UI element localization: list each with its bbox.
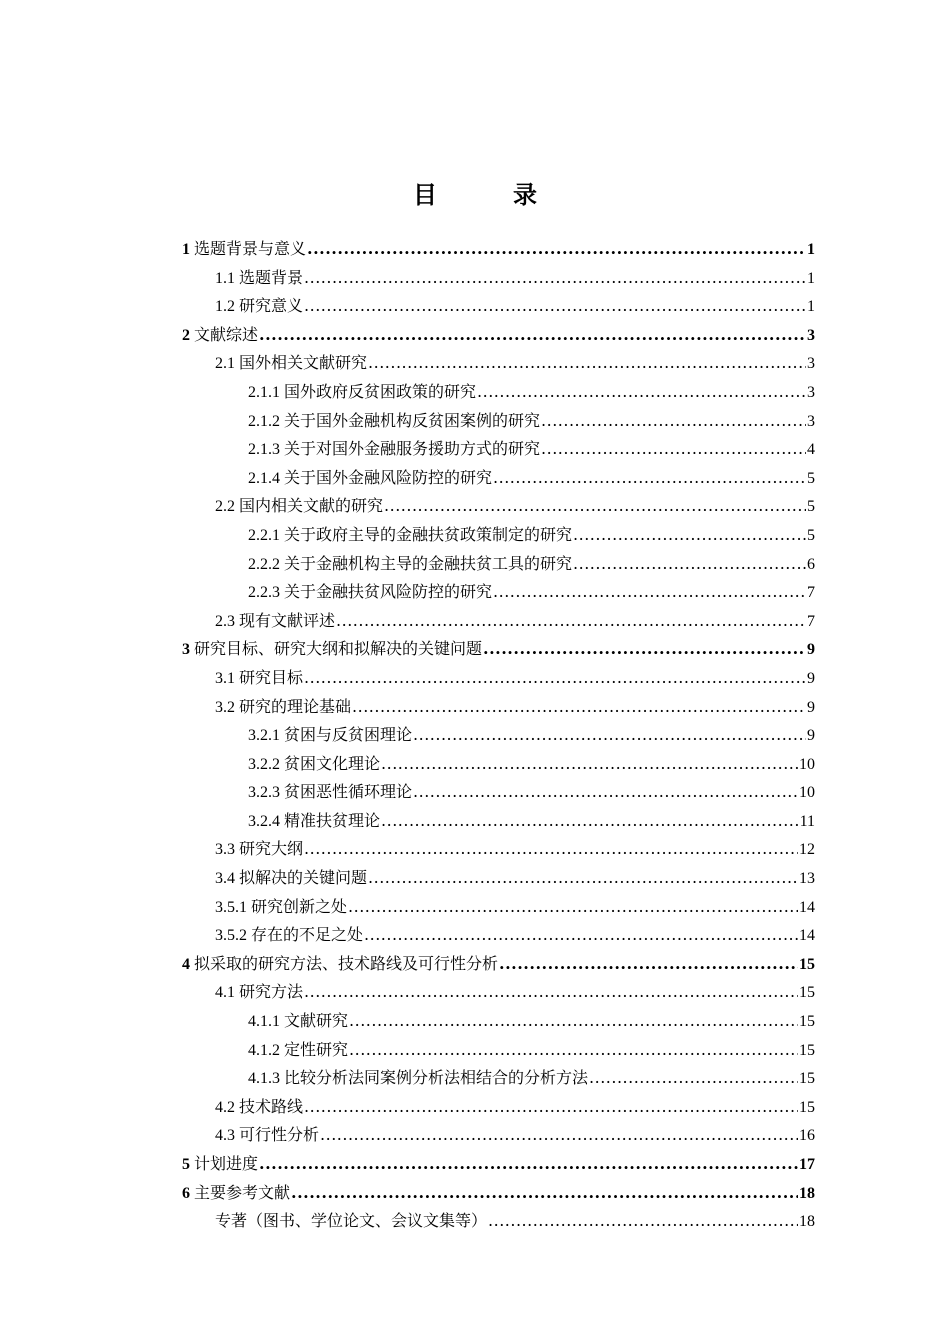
toc-entry[interactable] [182, 1007, 815, 1036]
toc-entry-number: 2.2.3 [248, 584, 280, 602]
toc-entry[interactable] [182, 835, 815, 864]
toc-entry-page-number: 10 [799, 784, 815, 802]
toc-entry-number: 3.1 [215, 669, 235, 687]
toc-leader-dots [488, 1207, 798, 1236]
toc-leader-dots [304, 664, 806, 693]
toc-entry[interactable] [182, 292, 815, 321]
toc-entry[interactable] [182, 1036, 815, 1065]
toc-entry-title: 研究目标 [239, 667, 304, 687]
toc-entry-title: 关于国外金融机构反贫困案例的研究 [284, 410, 541, 430]
toc-leader-dots [541, 435, 806, 464]
toc-entry-number: 3.4 [215, 870, 235, 888]
toc-entry-page-number: 10 [799, 755, 815, 773]
toc-leader-dots [349, 1007, 798, 1036]
toc-entry-page-number: 13 [799, 870, 815, 888]
toc-entry[interactable] [182, 978, 815, 1007]
toc-leader-dots [320, 1121, 798, 1150]
toc-entry[interactable] [182, 950, 815, 979]
toc-leader-dots [336, 607, 806, 636]
toc-entry-title: 研究意义 [239, 296, 304, 316]
toc-entry-title: 国外相关文献研究 [239, 353, 368, 373]
toc-entry[interactable] [182, 693, 815, 722]
toc-entry-title: 存在的不足之处 [251, 925, 364, 945]
toc-leader-dots [307, 235, 806, 264]
toc-entry-title: 研究大纲 [239, 839, 304, 859]
toc-entry[interactable] [182, 550, 815, 579]
toc-entry-page-number: 7 [807, 584, 815, 602]
toc-leader-dots [349, 1036, 798, 1065]
toc-entry-title: 关于对国外金融服务援助方式的研究 [284, 439, 541, 459]
toc-entry-page-number: 3 [807, 355, 815, 373]
toc-leader-dots [304, 264, 806, 293]
toc-entry-page-number: 15 [799, 955, 815, 973]
toc-entry-number: 2.2.1 [248, 526, 280, 544]
toc-entry[interactable] [182, 235, 815, 264]
toc-entry-page-number: 9 [807, 641, 815, 659]
toc-entry[interactable] [182, 464, 815, 493]
toc-entry[interactable] [182, 807, 815, 836]
toc-entry-number: 2.1.2 [248, 412, 280, 430]
toc-leader-dots [304, 292, 806, 321]
toc-entry-page-number: 16 [799, 1127, 815, 1145]
toc-entry-page-number: 1 [807, 269, 815, 287]
toc-entry-title: 现有文献评述 [239, 610, 336, 630]
toc-entry-number: 2.1.3 [248, 441, 280, 459]
toc-entry-number: 3.2.3 [248, 784, 280, 802]
toc-entry[interactable] [182, 578, 815, 607]
toc-leader-dots [304, 835, 798, 864]
toc-entry-page-number: 15 [799, 984, 815, 1002]
toc-entry[interactable] [182, 521, 815, 550]
toc-entry-number: 3.5.2 [215, 927, 247, 945]
toc-leader-dots [499, 950, 798, 979]
toc-entry-number: 2.1.4 [248, 469, 280, 487]
toc-entry-title: 研究方法 [239, 982, 304, 1002]
toc-leader-dots [364, 921, 798, 950]
toc-entry[interactable] [182, 635, 815, 664]
toc-entry-page-number: 18 [799, 1184, 815, 1202]
toc-leader-dots [352, 693, 806, 722]
toc-entry-number: 2.1.1 [248, 383, 280, 401]
toc-entry-page-number: 5 [807, 526, 815, 544]
toc-entry-page-number: 9 [807, 669, 815, 687]
toc-leader-dots [541, 407, 806, 436]
toc-entry[interactable] [182, 664, 815, 693]
toc-entry[interactable] [182, 435, 815, 464]
toc-entry-number: 1.1 [215, 269, 235, 287]
toc-entry-page-number: 12 [799, 841, 815, 859]
toc-entry-number: 4.1 [215, 984, 235, 1002]
toc-entry-title: 国外政府反贫困政策的研究 [284, 381, 477, 401]
toc-entry-page-number: 11 [799, 812, 815, 830]
toc-leader-dots [384, 492, 806, 521]
toc-leader-dots [493, 464, 806, 493]
toc-entry-title: 关于金融机构主导的金融扶贫工具的研究 [284, 553, 573, 573]
toc-entry[interactable] [182, 378, 815, 407]
toc-entry-number: 4.1.3 [248, 1070, 280, 1088]
toc-entry-title: 文献综述 [194, 324, 259, 344]
toc-entry-title: 选题背景与意义 [194, 239, 307, 258]
toc-leader-dots [304, 1093, 798, 1122]
toc-leader-dots [368, 349, 806, 378]
toc-leader-dots [483, 635, 806, 664]
toc-entry-number: 6 [182, 1184, 190, 1202]
toc-entry-number: 3.2.4 [248, 812, 280, 830]
toc-entry-page-number: 4 [807, 441, 815, 459]
toc-entry-title: 比较分析法同案例分析法相结合的分析方法 [284, 1068, 589, 1088]
toc-entry[interactable] [182, 1064, 815, 1093]
toc-entry-title: 关于国外金融风险防控的研究 [284, 467, 493, 487]
toc-entry-number: 2.1 [215, 355, 235, 373]
toc-leader-dots [493, 578, 806, 607]
toc-leader-dots [477, 378, 806, 407]
toc-entry-number: 3.2.2 [248, 755, 280, 773]
toc-leader-dots [259, 321, 806, 350]
toc-entry-title: 贫困与反贫困理论 [284, 725, 413, 745]
toc-entry-page-number: 5 [807, 469, 815, 487]
toc-entry-title: 计划进度 [194, 1154, 259, 1173]
toc-entry-number: 1 [182, 241, 190, 258]
toc-entry[interactable] [182, 1093, 815, 1122]
toc-entry-page-number: 14 [799, 927, 815, 945]
toc-entry[interactable] [182, 492, 815, 521]
toc-leader-dots [589, 1064, 798, 1093]
toc-entry-number: 3.5.1 [215, 898, 247, 916]
page-title: 目 录 [413, 181, 563, 209]
toc-entry-page-number: 3 [807, 412, 815, 430]
toc-entry-number: 2.2.2 [248, 555, 280, 573]
toc-entry[interactable] [182, 321, 815, 350]
toc-entry-number: 3 [182, 641, 190, 659]
toc-leader-dots [381, 807, 799, 836]
toc-leader-dots [573, 550, 806, 579]
toc-entry-number: 2.2 [215, 498, 235, 516]
toc-entry-page-number: 15 [799, 1098, 815, 1116]
toc-entry-number: 4.1.1 [248, 1013, 280, 1031]
toc-entry-number: 2.3 [215, 612, 235, 630]
toc-entry-title: 拟采取的研究方法、技术路线及可行性分析 [194, 953, 499, 973]
toc-leader-dots [413, 721, 806, 750]
toc-entry-title: 国内相关文献的研究 [239, 496, 384, 516]
toc-entry-number: 4.2 [215, 1098, 235, 1116]
toc-entry-number: 4.3 [215, 1127, 235, 1145]
toc-entry-title: 精准扶贫理论 [284, 810, 381, 830]
toc-entry-title: 关于金融扶贫风险防控的研究 [284, 582, 493, 602]
toc-entry-page-number: 15 [799, 1070, 815, 1088]
toc-entry[interactable] [182, 264, 815, 293]
toc-entry-page-number: 3 [807, 326, 815, 344]
toc-entry-page-number: 9 [807, 727, 815, 745]
toc-entry-page-number: 1 [807, 241, 815, 258]
toc-leader-dots [413, 778, 798, 807]
toc-entry[interactable] [182, 778, 815, 807]
toc-entry-page-number: 5 [807, 498, 815, 516]
toc-entry-title: 关于政府主导的金融扶贫政策制定的研究 [284, 524, 573, 544]
toc-entry-number: 3.3 [215, 841, 235, 859]
toc-leader-dots [573, 521, 806, 550]
toc-entry-page-number: 9 [807, 698, 815, 716]
toc-entry-page-number: 17 [799, 1156, 815, 1173]
toc-entry-page-number: 18 [799, 1213, 815, 1231]
toc-entry-title: 主要参考文献 [194, 1182, 291, 1202]
toc-leader-dots [291, 1179, 798, 1208]
toc-entry-number: 3.2.1 [248, 727, 280, 745]
toc-entry[interactable] [182, 893, 815, 922]
toc-entry[interactable] [182, 607, 815, 636]
toc-entry[interactable] [182, 921, 815, 950]
toc-entry-number: 5 [182, 1156, 190, 1173]
toc-entry[interactable] [182, 1150, 815, 1179]
toc-entry-page-number: 1 [807, 298, 815, 316]
toc-entry-number: 2 [182, 326, 190, 344]
toc-entry-page-number: 7 [807, 612, 815, 630]
toc-entry-title: 拟解决的关键问题 [239, 868, 368, 888]
toc-entry[interactable] [182, 407, 815, 436]
toc-entry-title: 研究的理论基础 [239, 696, 352, 716]
toc-entry-title: 选题背景 [239, 267, 304, 287]
toc-entry-number: 3.2 [215, 698, 235, 716]
toc-entry-page-number: 15 [799, 1041, 815, 1059]
toc-entry-title: 研究目标、研究大纲和拟解决的关键问题 [194, 639, 483, 659]
toc-entry-title: 贫困文化理论 [284, 753, 381, 773]
toc-leader-dots [304, 978, 798, 1007]
toc-leader-dots [259, 1150, 798, 1179]
toc-leader-dots [348, 893, 798, 922]
toc-entry-page-number: 6 [807, 555, 815, 573]
toc-entry[interactable] [182, 349, 815, 378]
toc-entry-title: 文献研究 [284, 1011, 349, 1031]
toc-entry[interactable] [182, 750, 815, 779]
toc-entry-page-number: 14 [799, 898, 815, 916]
toc-entry[interactable] [182, 1121, 815, 1150]
toc-entry-title: 技术路线 [239, 1096, 304, 1116]
toc-entry[interactable] [182, 1207, 815, 1236]
table-of-contents [182, 235, 815, 1236]
toc-entry-page-number: 15 [799, 1013, 815, 1031]
toc-entry-title: 可行性分析 [239, 1125, 320, 1145]
toc-entry-title: 定性研究 [284, 1039, 349, 1059]
toc-leader-dots [368, 864, 798, 893]
toc-entry[interactable] [182, 721, 815, 750]
toc-leader-dots [381, 750, 798, 779]
toc-entry-page-number: 3 [807, 383, 815, 401]
toc-entry-number: 4 [182, 955, 190, 973]
toc-entry[interactable] [182, 864, 815, 893]
toc-entry-title: 专著（图书、学位论文、会议文集等） [215, 1211, 488, 1231]
toc-entry-number: 1.2 [215, 298, 235, 316]
toc-entry[interactable] [182, 1179, 815, 1208]
toc-entry-title: 贫困恶性循环理论 [284, 782, 413, 802]
toc-entry-number: 4.1.2 [248, 1041, 280, 1059]
toc-entry-title: 研究创新之处 [251, 896, 348, 916]
